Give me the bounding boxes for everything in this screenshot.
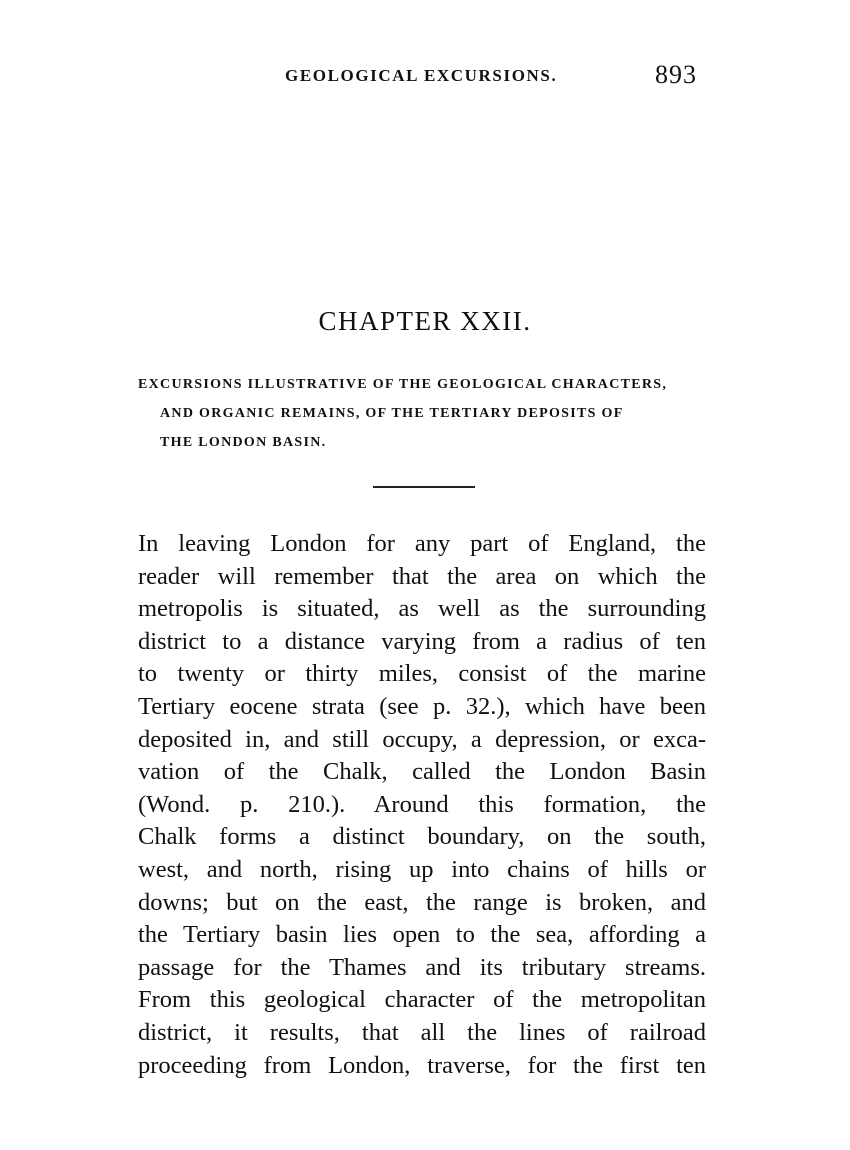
body-line: to twenty or thirty miles, consist of the marine (138, 660, 706, 688)
body-line: proceeding from London, traverse, for the first ten (138, 1051, 706, 1079)
body-line: district, it results, that all the lines of railroad (138, 1018, 706, 1046)
body-line: Tertiary eocene strata (see p. 32.), which have been (138, 692, 706, 720)
body-line: (Wond. p. 210.). Around this formation, the (138, 790, 706, 818)
body-line: deposited in, and still occupy, a depression, or exca- (138, 725, 706, 753)
body-line: west, and north, rising up into chains of hills or (138, 855, 706, 883)
body-paragraph (138, 528, 706, 1082)
running-title: GEOLOGICAL EXCURSIONS. (285, 66, 558, 85)
subheading-line: EXCURSIONS ILLUSTRATIVE OF THE GEOLOGICAL CHARACTERS, (138, 377, 668, 392)
chapter-subheading (138, 370, 708, 457)
body-line: reader will remember that the area on which the (138, 562, 706, 590)
section-rule (373, 486, 475, 488)
body-line: From this geological character of the metropolitan (138, 986, 706, 1014)
body-line: district to a distance varying from a radius of ten (138, 627, 706, 655)
body-line: Chalk forms a distinct boundary, on the south, (138, 823, 706, 851)
body-line: the Tertiary basin lies open to the sea, affording a (138, 921, 706, 949)
subheading-line: THE LONDON BASIN. (160, 435, 327, 450)
running-head (0, 60, 850, 96)
body-line: downs; but on the east, the range is broken, and (138, 888, 706, 916)
body-line: passage for the Thames and its tributary streams. (138, 953, 706, 981)
page-number: 893 (655, 60, 697, 89)
body-line: vation of the Chalk, called the London Basin (138, 758, 706, 786)
body-line: metropolis is situated, as well as the surrounding (138, 595, 706, 623)
subheading-line: AND ORGANIC REMAINS, OF THE TERTIARY DEPOSITS OF (160, 406, 624, 421)
body-line: In leaving London for any part of England, the (138, 530, 706, 557)
chapter-title: CHAPTER XXII. (318, 306, 532, 336)
